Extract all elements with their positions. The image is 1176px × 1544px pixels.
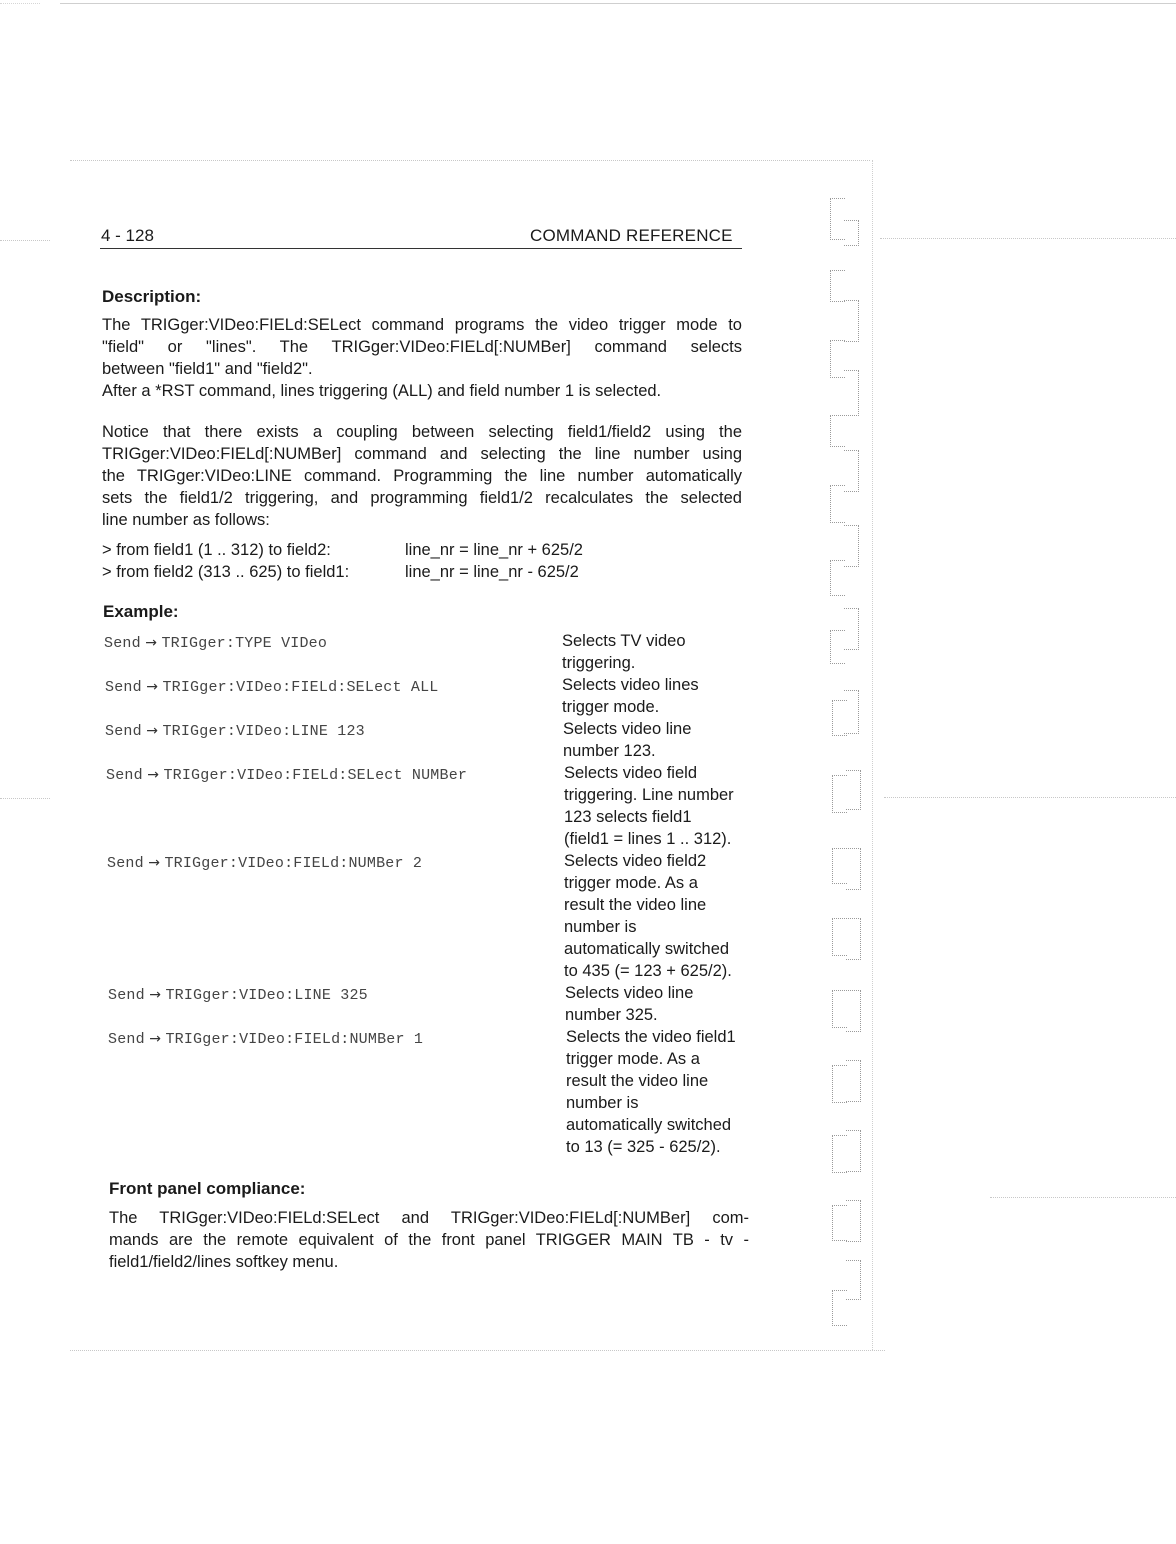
text-line: the TRIGger:VIDeo:LINE command. Programming the line number automatically [102, 467, 742, 485]
text-line: Selects video line [565, 984, 694, 1002]
text-line: Selects the video field1 [566, 1028, 736, 1046]
text-line: Selects video lines [562, 676, 699, 694]
text-line: automatically switched [564, 940, 730, 958]
index-tabs [826, 180, 886, 1330]
text-line: trigger mode. As a [564, 874, 698, 892]
index-tab [830, 415, 845, 447]
send-label: Send [107, 855, 144, 872]
example-command [105, 722, 365, 740]
command-text: TRIGger:VIDeo:FIELd:NUMBer 1 [165, 1031, 424, 1048]
text-line: result the video line [566, 1072, 709, 1090]
index-tab [832, 848, 847, 884]
example-description [563, 718, 763, 762]
example-description [564, 850, 764, 982]
index-tab [832, 990, 847, 1028]
index-tab [830, 340, 845, 378]
send-label: Send [104, 635, 141, 652]
index-tab [830, 198, 845, 240]
index-tab [832, 918, 847, 956]
example-description [562, 630, 762, 674]
right-arrow-icon: → [145, 635, 157, 651]
text-line: trigger mode. As a [566, 1050, 700, 1068]
index-tab [830, 560, 845, 596]
example-command [104, 634, 327, 652]
example-command [107, 854, 422, 872]
index-tab [844, 450, 859, 492]
text-line: result the video line [564, 896, 707, 914]
send-label: Send [108, 987, 145, 1004]
text-line: Selects video field2 [564, 852, 707, 870]
scan-edge-line [60, 3, 1176, 4]
text-line: to 13 (= 325 - 625/2). [566, 1138, 721, 1156]
scan-edge-line [0, 240, 50, 241]
text-line: "field" or "lines". The TRIGger:VIDeo:FIELd[:NUMBer] command selects [102, 338, 742, 356]
front-panel-heading: Front panel compliance: [109, 1179, 306, 1198]
example-description [564, 762, 764, 850]
right-arrow-icon: → [149, 987, 161, 1003]
formula-condition: > from field1 (1 .. 312) to field2: [102, 541, 331, 559]
header-rule [100, 248, 742, 249]
example-description [562, 674, 762, 718]
text-line: between "field1" and "field2". [102, 360, 313, 378]
formula-expression: line_nr = line_nr + 625/2 [405, 541, 583, 559]
text-line: Selects TV video [562, 632, 686, 650]
scan-edge-line [70, 160, 870, 161]
index-tab [846, 848, 861, 890]
text-line: to 435 (= 123 + 625/2). [564, 962, 732, 980]
index-tab [844, 370, 859, 416]
index-tab [846, 1200, 861, 1242]
index-tab [846, 1130, 861, 1172]
index-tab [830, 630, 845, 664]
running-header: COMMAND REFERENCE [530, 226, 733, 245]
example-description [565, 982, 765, 1026]
description-paragraph-2 [102, 421, 742, 531]
right-arrow-icon: → [146, 679, 158, 695]
example-heading: Example: [103, 602, 179, 621]
index-tab [832, 700, 847, 736]
scan-edge-line [0, 798, 50, 799]
index-tab [844, 608, 859, 650]
index-tab [830, 270, 845, 302]
text-line: line number as follows: [102, 511, 270, 529]
description-paragraph-1 [102, 314, 742, 402]
text-line: number 123. [563, 742, 656, 760]
index-tab [832, 775, 847, 813]
text-line: triggering. [562, 654, 636, 672]
scan-edge-line [880, 238, 1176, 239]
right-arrow-icon: → [149, 1031, 161, 1047]
text-line: 123 selects field1 [564, 808, 692, 826]
index-tab [846, 918, 861, 960]
text-line: The TRIGger:VIDeo:FIELd:SELect and TRIGger:VIDeo:FIELd[:NUMBer] com- [109, 1209, 749, 1227]
index-tab [832, 1205, 847, 1241]
command-text: TRIGger:VIDeo:LINE 325 [165, 987, 368, 1004]
text-line: mands are the remote equivalent of the front panel TRIGGER MAIN TB - tv - [109, 1231, 749, 1249]
send-label: Send [105, 679, 142, 696]
example-command [108, 986, 368, 1004]
send-label: Send [105, 723, 142, 740]
text-line: triggering. Line number [564, 786, 734, 804]
index-tab [846, 770, 861, 810]
send-label: Send [108, 1031, 145, 1048]
command-text: TRIGger:VIDeo:LINE 123 [162, 723, 365, 740]
text-line: (field1 = lines 1 .. 312). [564, 830, 732, 848]
index-tab [832, 1065, 847, 1103]
formula-condition: > from field2 (313 .. 625) to field1: [102, 563, 350, 581]
front-panel-paragraph [109, 1207, 749, 1273]
index-tab [832, 1135, 847, 1173]
text-line: The TRIGger:VIDeo:FIELd:SELect command programs the video trigger mode to [102, 316, 742, 334]
text-line: After a *RST command, lines triggering (ALL) and field number 1 is selected. [102, 382, 662, 400]
page-number: 4 - 128 [101, 226, 154, 245]
index-tab [846, 1060, 861, 1102]
example-command [108, 1030, 423, 1048]
index-tab [844, 300, 859, 342]
index-tab [846, 1260, 861, 1300]
command-text: TRIGger:VIDeo:FIELd:SELect NUMBer [163, 767, 468, 784]
example-command [106, 766, 467, 784]
text-line: field1/field2/lines softkey menu. [109, 1253, 339, 1271]
scan-edge-line [884, 797, 1176, 798]
index-tab [844, 220, 859, 246]
right-arrow-icon: → [147, 767, 159, 783]
command-text: TRIGger:VIDeo:FIELd:SELect ALL [162, 679, 439, 696]
scan-edge-line [70, 1350, 885, 1351]
command-text: TRIGger:TYPE VIDeo [161, 635, 328, 652]
text-line: Selects video line [563, 720, 692, 738]
text-line: trigger mode. [562, 698, 660, 716]
index-tab [846, 990, 861, 1032]
right-arrow-icon: → [148, 855, 160, 871]
index-tab [844, 525, 859, 567]
index-tab [832, 1290, 847, 1326]
text-line: number is [566, 1094, 639, 1112]
text-line: sets the field1/2 triggering, and programming field1/2 recalculates the selected [102, 489, 742, 507]
scan-edge-line [990, 1197, 1176, 1198]
description-heading: Description: [102, 287, 202, 306]
text-line: TRIGger:VIDeo:FIELd[:NUMBer] command and selecting the line number using [102, 445, 742, 463]
text-line: Notice that there exists a coupling between selecting field1/field2 using the [102, 423, 742, 441]
text-line: automatically switched [566, 1116, 732, 1134]
example-command [105, 678, 439, 696]
send-label: Send [106, 767, 143, 784]
formula-expression: line_nr = line_nr - 625/2 [405, 563, 579, 581]
example-description [566, 1026, 766, 1158]
command-text: TRIGger:VIDeo:FIELd:NUMBer 2 [164, 855, 423, 872]
scan-edge-line [0, 3, 40, 4]
text-line: number is [564, 918, 637, 936]
index-tab [830, 485, 845, 523]
right-arrow-icon: → [146, 723, 158, 739]
text-line: Selects video field [564, 764, 697, 782]
text-line: number 325. [565, 1006, 658, 1024]
